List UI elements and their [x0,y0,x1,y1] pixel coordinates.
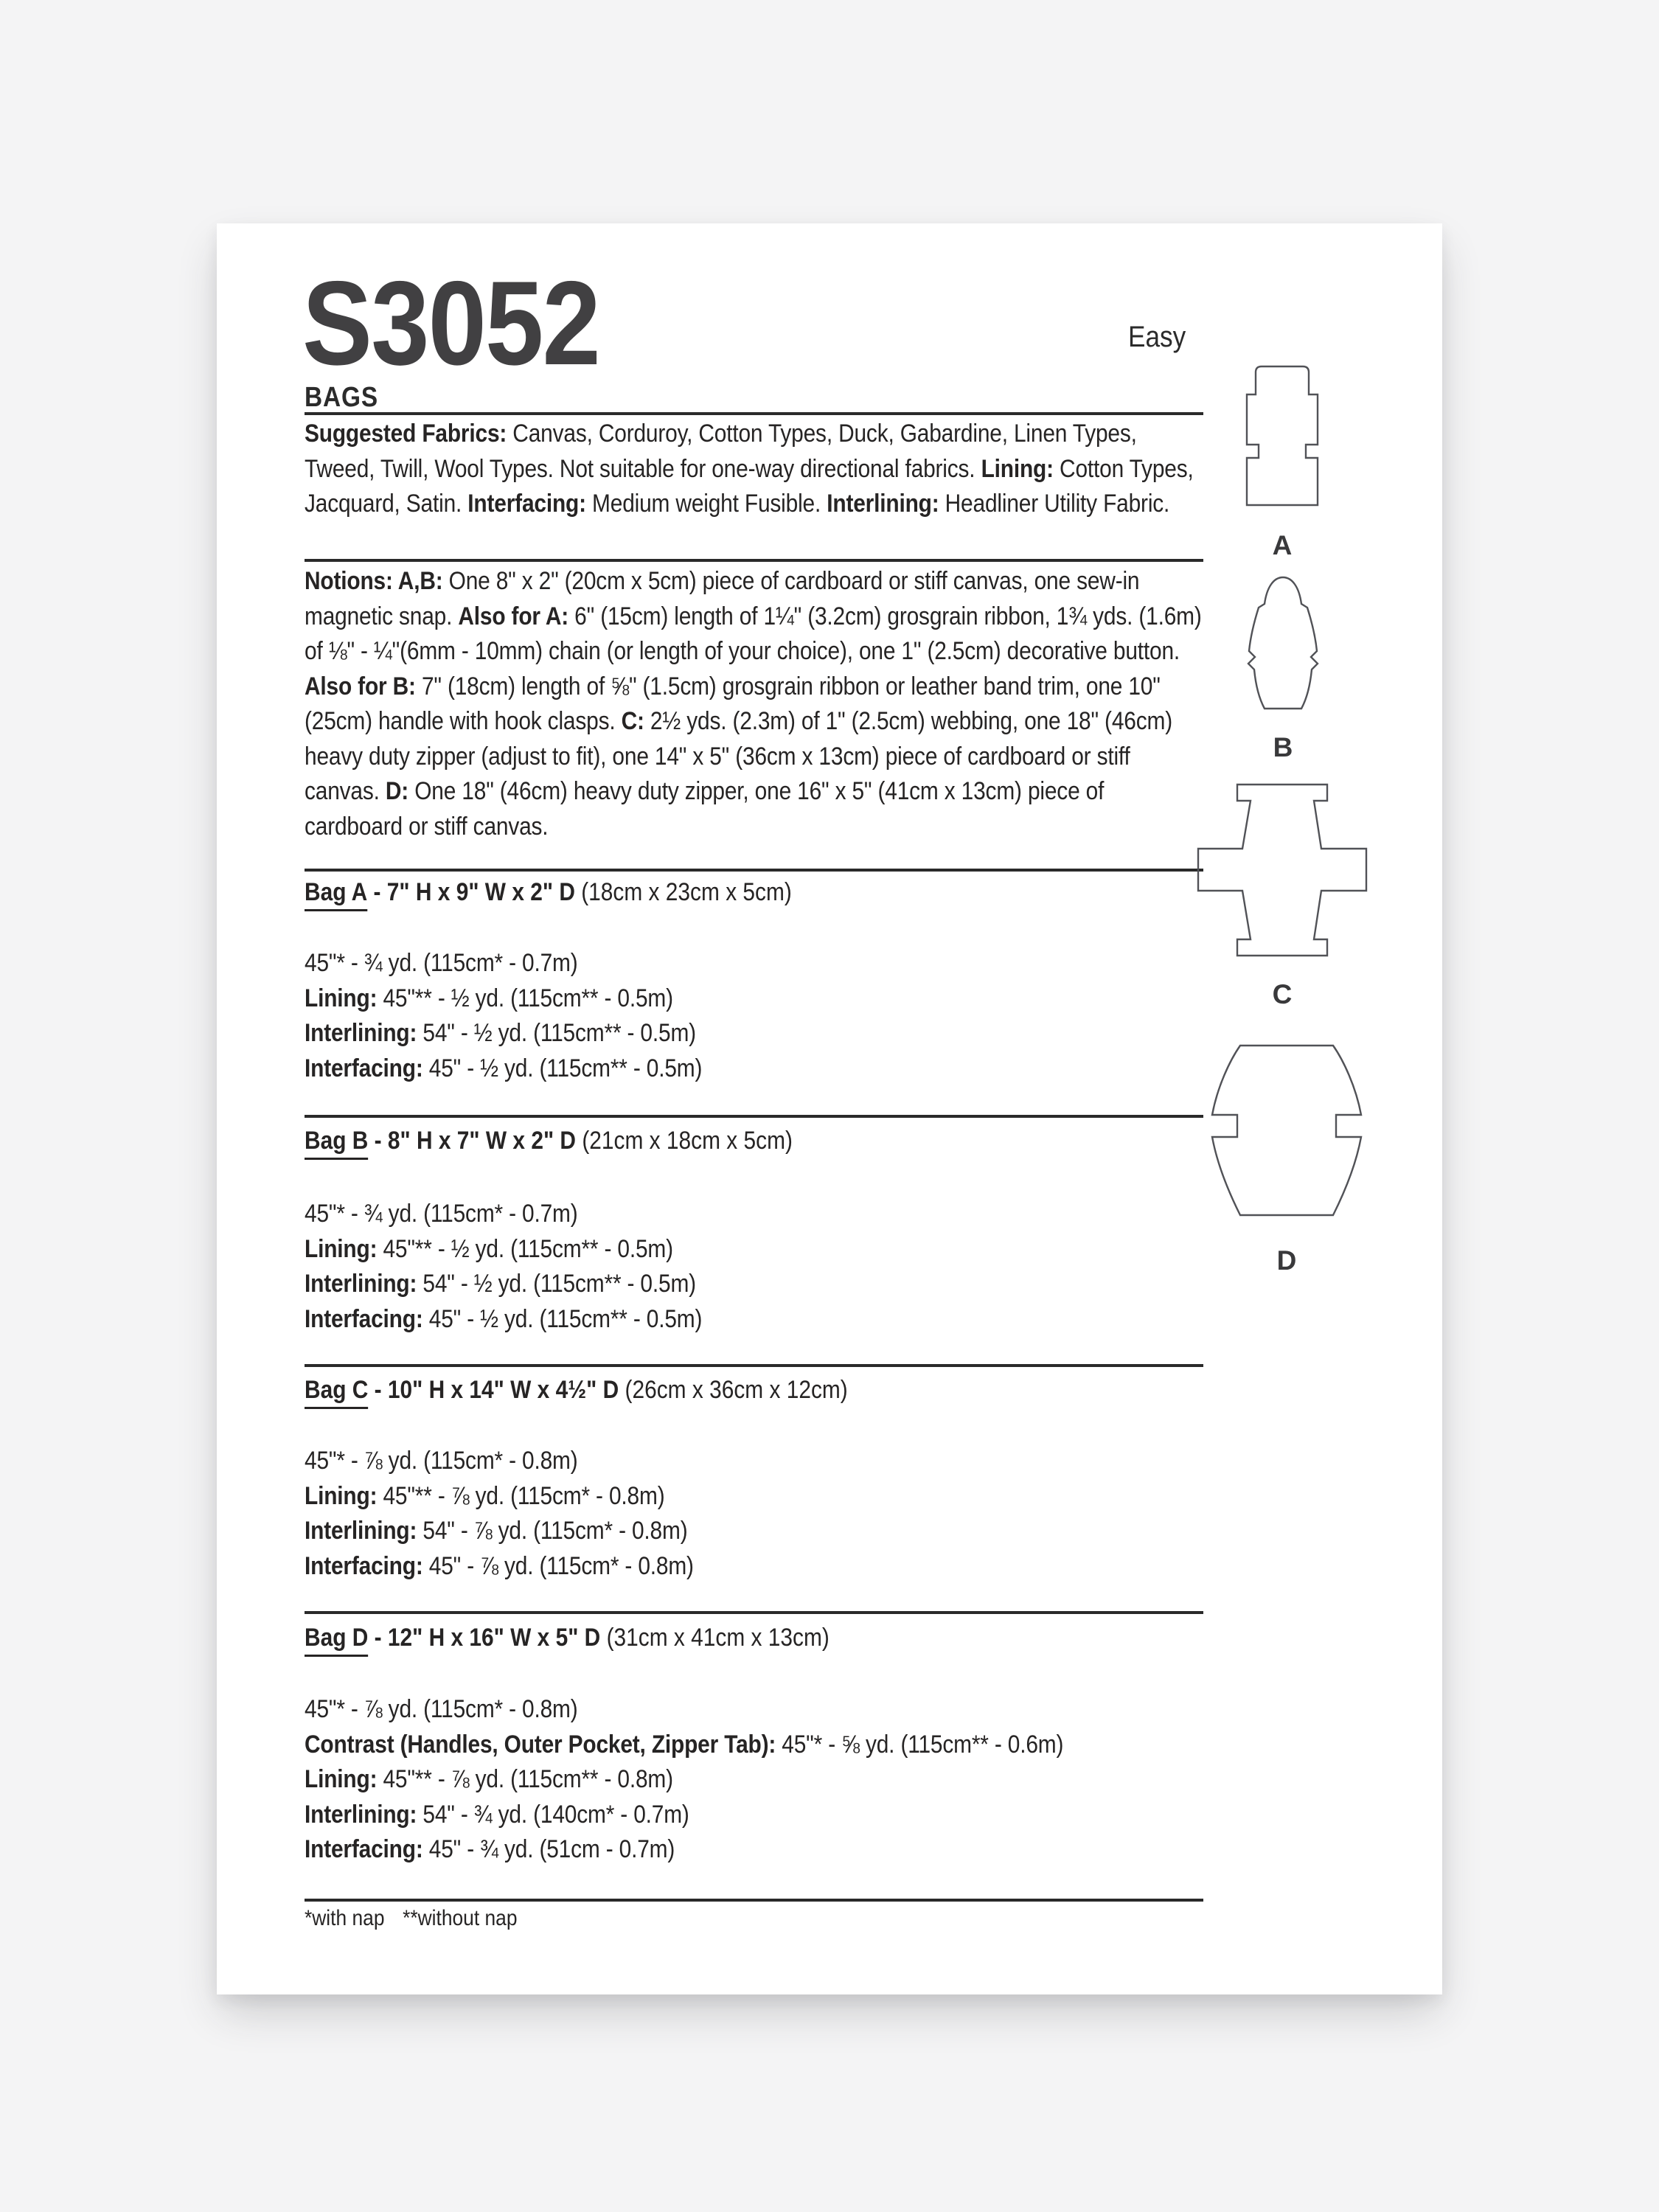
with-nap-note: *with nap [305,1906,385,1930]
bag-a-yardage [305,946,1206,1086]
bag-b-dims-metric: (21cm x 18cm x 5cm) [582,1127,793,1155]
interlining-label: Interlining: [827,490,939,518]
row-label: Interlining: [305,1019,417,1047]
yardage-row [305,1479,1206,1514]
notions-d-text: One 18" (46cm) heavy duty zipper, one 16" x 5" (41cm x 13cm) piece of cardboard or stiff canvas. [305,777,1105,841]
nap-footnote [305,1905,1206,1933]
notions-c-label: C: [621,707,644,735]
bag-a-figure [1241,365,1324,559]
rule-above-bag-c [305,1364,1203,1367]
yardage-row [305,1232,1206,1267]
row-value: 45"** - ⅞ yd. (115cm* - 0.8m) [377,1481,665,1510]
bag-d-figure-label: D [1276,1245,1297,1276]
also-for-b-label: Also for B: [305,672,416,700]
row-label: Interfacing: [305,1835,423,1863]
bag-b-dims: - 8" H x 7" W x 2" D [368,1127,582,1155]
yardage-row [305,1197,1206,1232]
bag-a-pattern-outline-icon [1241,365,1324,507]
yardage-row [305,1016,1206,1051]
notions-ab-text: One 8" x 2" (20cm x 5cm) piece of cardboard or stiff canvas, one sew-in magnetic snap. [305,567,1140,630]
fabrics-text: Canvas, Corduroy, Cotton Types, Duck, Gabardine, Linen Types, Tweed, Twill, Wool Types. Not suitable for one-way directional fabrics. [305,420,1137,483]
lining-label: Lining: [981,454,1054,483]
notions-paragraph [305,564,1206,844]
bag-a-dims: - 7" H x 9" W x 2" D [367,878,582,906]
row-value: 45"* - ¾ yd. (115cm* - 0.7m) [305,949,578,977]
rule-above-notions [305,559,1203,562]
row-value: 45" - ⅞ yd. (115cm* - 0.8m) [422,1551,694,1580]
bag-c-figure-label: C [1272,979,1293,1009]
row-label: Interfacing: [305,1304,423,1333]
row-value: 45"* - ⅞ yd. (115cm* - 0.8m) [305,1695,578,1723]
rule-above-bag-d [305,1611,1203,1614]
row-label: Lining: [305,984,378,1012]
row-value: 45"** - ½ yd. (115cm** - 0.5m) [377,984,673,1012]
bag-b-pattern-outline-icon [1244,576,1322,712]
bag-b-heading [305,1124,1206,1160]
row-label: Lining: [305,1765,378,1793]
bag-c-dims: - 10" H x 14" W x 4½" D [368,1376,625,1404]
bag-d-dims-metric: (31cm x 41cm x 13cm) [606,1624,830,1652]
rule-above-footnote [305,1899,1203,1902]
rule-above-bag-a [305,869,1203,872]
bag-d-figure [1209,1044,1364,1274]
row-value: 45" - ½ yd. (115cm** - 0.5m) [422,1054,703,1082]
row-value: 54" - ½ yd. (115cm** - 0.5m) [417,1270,696,1298]
interfacing-text: Medium weight Fusible. [585,490,827,518]
row-label: Interfacing: [305,1551,423,1580]
bag-d-yardage [305,1692,1206,1868]
yardage-row [305,946,1206,981]
bag-a-title: Bag A [305,876,367,911]
yardage-row [305,1549,1206,1585]
yardage-row [305,1692,1206,1728]
row-value: 45"** - ½ yd. (115cm** - 0.5m) [377,1234,673,1263]
rule-above-bag-b [305,1115,1203,1118]
yardage-row [305,981,1206,1017]
pattern-envelope-back [217,223,1442,1994]
suggested-fabrics-paragraph [305,417,1206,522]
yardage-row [305,1302,1206,1338]
row-value: 54" - ½ yd. (115cm** - 0.5m) [417,1019,696,1047]
row-label: Interlining: [305,1270,417,1298]
yardage-row [305,1832,1206,1868]
lining-text: Cotton Types, Jacquard, Satin. [305,454,1194,518]
yardage-row [305,1444,1206,1479]
row-value: 45"** - ⅞ yd. (115cm** - 0.8m) [377,1765,673,1793]
bag-b-title: Bag B [305,1124,368,1160]
notions-c-text: 2½ yds. (2.3m) of 1" (2.5cm) webbing, one 18" (46cm) heavy duty zipper (adjust to fit), one 14" x 5" (36cm x 13cm) piece of cardboard or stiff canvas. [305,707,1172,805]
interfacing-label: Interfacing: [467,490,586,518]
bag-d-pattern-outline-icon [1209,1044,1364,1225]
row-value: 45" - ½ yd. (115cm** - 0.5m) [422,1304,703,1333]
rule-under-category [305,412,1203,415]
bag-c-heading [305,1374,1206,1409]
without-nap-note: **without nap [403,1906,518,1930]
bag-a-figure-label: A [1272,530,1293,560]
bag-b-figure [1244,576,1322,761]
bag-a-heading [305,876,1206,911]
difficulty-label: Easy [1128,321,1186,353]
notions-d-label: D: [385,777,409,805]
row-value: 54" - ⅞ yd. (115cm* - 0.8m) [417,1517,688,1545]
row-label: Lining: [305,1234,378,1263]
row-label: Interlining: [305,1800,417,1829]
row-label: Interlining: [305,1517,417,1545]
yardage-row [305,1798,1206,1833]
bag-c-title: Bag C [305,1374,368,1409]
yardage-row [305,1514,1206,1549]
fabrics-label: Suggested Fabrics: [305,420,507,448]
row-label: Interfacing: [305,1054,423,1082]
row-value: 54" - ¾ yd. (140cm* - 0.7m) [417,1800,689,1829]
yardage-row [305,1267,1206,1302]
bag-d-heading [305,1621,1206,1657]
row-label: Contrast (Handles, Outer Pocket, Zipper Tab): [305,1730,776,1759]
yardage-row [305,1762,1206,1798]
bag-d-dims: - 12" H x 16" W x 5" D [368,1624,607,1652]
bag-a-dims-metric: (18cm x 23cm x 5cm) [581,878,792,906]
also-for-a-text: 6" (15cm) length of 1¼" (3.2cm) grosgrain ribbon, 1¾ yds. (1.6m) of ⅛" - ¼"(6mm - 10mm) chain (or length of your choice), one 1" (2.5cm) decorative button. [305,602,1202,665]
bag-d-title: Bag D [305,1621,368,1657]
interlining-text: Headliner Utility Fabric. [939,490,1170,518]
notions-ab-label: Notions: A,B: [305,567,443,595]
bag-c-pattern-outline-icon [1197,783,1368,957]
row-value: 45"* - ¾ yd. (115cm* - 0.7m) [305,1200,578,1228]
bag-c-figure [1197,783,1368,1008]
row-value: 45"* - ⅝ yd. (115cm** - 0.6m) [776,1730,1064,1759]
row-value: 45" - ¾ yd. (51cm - 0.7m) [422,1835,675,1863]
bag-b-yardage [305,1197,1206,1337]
pattern-number: S3052 [302,257,599,390]
row-value: 45"* - ⅞ yd. (115cm* - 0.8m) [305,1447,578,1475]
bag-c-dims-metric: (26cm x 36cm x 12cm) [625,1376,848,1404]
bag-b-figure-label: B [1273,732,1293,762]
yardage-row [305,1051,1206,1087]
category-heading: BAGS [305,382,379,413]
bag-c-yardage [305,1444,1206,1584]
also-for-b-text: 7" (18cm) length of ⅝" (1.5cm) grosgrain ribbon or leather band trim, one 10" (25cm) handle with hook clasps. [305,672,1161,735]
yardage-row [305,1728,1206,1763]
row-label: Lining: [305,1481,378,1510]
also-for-a-label: Also for A: [458,602,569,630]
